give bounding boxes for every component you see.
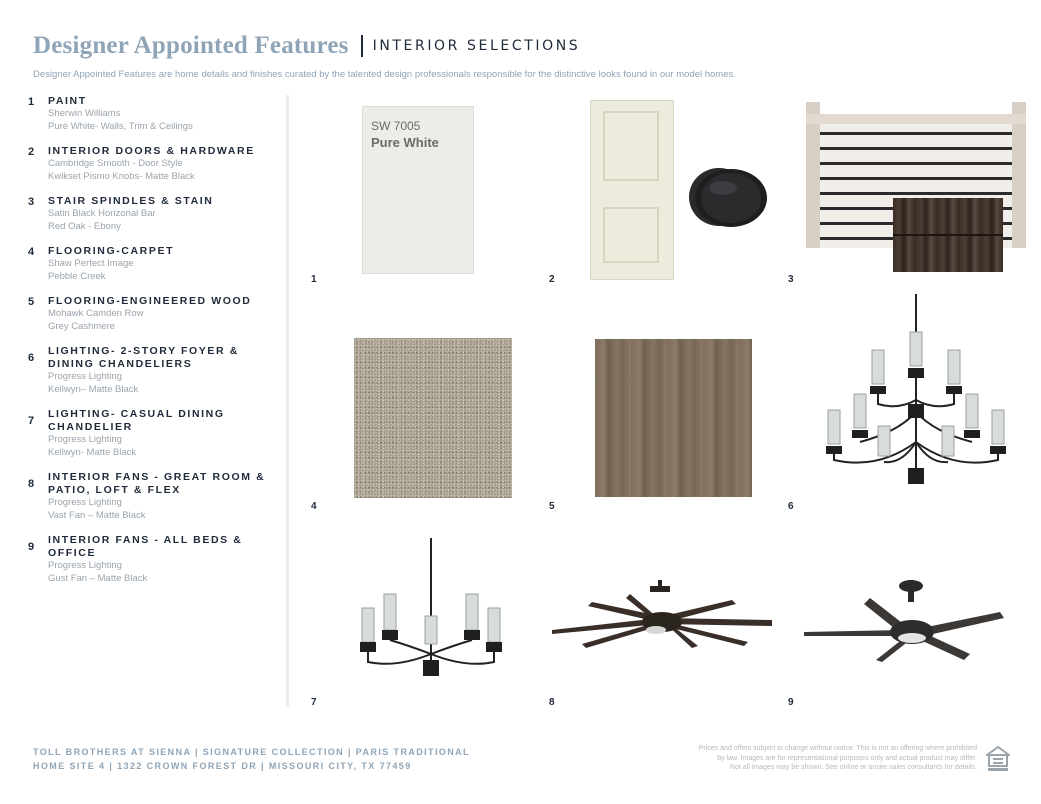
casual-chandelier-image bbox=[356, 536, 506, 680]
selection-number: 4 bbox=[28, 246, 35, 258]
equal-housing-icon bbox=[986, 746, 1010, 772]
selection-body bbox=[48, 534, 242, 585]
image-label-9: 9 bbox=[788, 697, 794, 708]
selection-detail: Vast Fan – Matte Black bbox=[48, 509, 146, 521]
selection-item bbox=[28, 534, 268, 585]
selection-detail: Grey Cashmere bbox=[48, 320, 116, 332]
section-title: INTERIOR SELECTIONS bbox=[372, 38, 581, 54]
selection-item bbox=[28, 245, 268, 283]
selection-body bbox=[48, 195, 214, 233]
paint-code: SW 7005 bbox=[371, 119, 421, 133]
footer-line-2: HOME SITE 4 | 1322 CROWN FOREST DR | MISSOURI CITY, TX 77459 bbox=[33, 761, 412, 771]
footer-line-1: TOLL BROTHERS AT SIENNA | SIGNATURE COLLECTION | PARIS TRADITIONAL bbox=[33, 747, 470, 757]
disclaimer-line-1: Prices and offers subject to change without notice. This is not an offering where prohibited bbox=[698, 745, 977, 752]
image-label-7: 7 bbox=[311, 697, 317, 708]
selection-body bbox=[48, 95, 193, 133]
page-title: Designer Appointed Features bbox=[33, 32, 349, 59]
wood-floor-sample bbox=[595, 339, 752, 497]
selection-item bbox=[28, 345, 268, 396]
image-label-1: 1 bbox=[311, 274, 317, 285]
selection-body bbox=[48, 295, 251, 333]
carpet-sample bbox=[354, 338, 512, 498]
selection-number: 9 bbox=[28, 541, 35, 553]
selection-item bbox=[28, 471, 268, 522]
image-label-3: 3 bbox=[788, 274, 794, 285]
selection-item bbox=[28, 95, 268, 133]
image-label-5: 5 bbox=[549, 501, 555, 512]
foyer-chandelier-image bbox=[818, 292, 1014, 488]
disclaimer-line-2: by law. Images are for representational purposes only and actual product may differ. bbox=[717, 754, 977, 762]
door-panel-top bbox=[603, 111, 659, 181]
image-label-4: 4 bbox=[311, 501, 317, 512]
selection-item bbox=[28, 295, 268, 333]
selection-detail: Progress Lighting bbox=[48, 560, 122, 571]
selection-number: 3 bbox=[28, 196, 35, 208]
selection-number: 8 bbox=[28, 478, 35, 490]
selection-number: 5 bbox=[28, 296, 35, 308]
selection-heading: PAINT bbox=[48, 95, 87, 107]
selection-heading: CHANDELIER bbox=[48, 421, 133, 433]
selection-body bbox=[48, 471, 265, 522]
divider bbox=[286, 95, 289, 707]
selection-detail: Progress Lighting bbox=[48, 434, 122, 445]
door-panel-bottom bbox=[603, 207, 659, 263]
gust-fan-image bbox=[804, 578, 1006, 662]
selection-detail: Gust Fan – Matte Black bbox=[48, 572, 148, 584]
selection-detail: Shaw Perfect Image bbox=[48, 258, 134, 269]
image-label-6: 6 bbox=[788, 501, 794, 512]
selection-heading: OFFICE bbox=[48, 547, 97, 559]
selection-detail: Cambridge Smooth - Door Style bbox=[48, 158, 183, 169]
vast-fan-image bbox=[552, 578, 774, 652]
selection-detail: Kwikset Pismo Knobs- Matte Black bbox=[48, 170, 195, 182]
selection-heading: INTERIOR DOORS & HARDWARE bbox=[48, 145, 255, 157]
selection-detail: Kellwyn– Matte Black bbox=[48, 383, 139, 395]
paint-name: Pure White bbox=[371, 135, 439, 150]
selection-detail: Progress Lighting bbox=[48, 497, 122, 508]
selection-number: 7 bbox=[28, 415, 35, 427]
selection-detail: Kellwyn- Matte Black bbox=[48, 446, 137, 458]
selection-item bbox=[28, 195, 268, 233]
page-header bbox=[33, 32, 1013, 80]
footer-community-info bbox=[33, 745, 470, 773]
selection-heading: PATIO, LOFT & FLEX bbox=[48, 484, 181, 496]
selection-detail: Pebble Creek bbox=[48, 270, 106, 282]
selection-detail: Pure White- Walls, Trim & Ceilings bbox=[48, 120, 193, 132]
selection-number: 1 bbox=[28, 96, 35, 108]
selection-item bbox=[28, 145, 268, 183]
selection-heading: DINING CHANDELIERS bbox=[48, 358, 193, 370]
selection-number: 2 bbox=[28, 146, 35, 158]
selection-body bbox=[48, 145, 255, 183]
image-label-8: 8 bbox=[549, 697, 555, 708]
footer-disclaimer bbox=[647, 744, 977, 773]
selection-heading: INTERIOR FANS - GREAT ROOM & bbox=[48, 471, 266, 483]
title-row bbox=[33, 32, 1013, 60]
selection-heading: STAIR SPINDLES & STAIN bbox=[48, 195, 214, 207]
selection-body bbox=[48, 345, 239, 396]
selection-list bbox=[28, 95, 268, 597]
selection-body bbox=[48, 408, 225, 459]
selection-detail: Red Oak - Ebony bbox=[48, 220, 121, 232]
selection-detail: Sherwin Williams bbox=[48, 108, 121, 119]
selection-heading: INTERIOR FANS - ALL BEDS & bbox=[48, 534, 243, 546]
door-image bbox=[590, 100, 674, 280]
selection-detail: Mohawk Camden Row bbox=[48, 308, 144, 319]
page-subtitle: Designer Appointed Features are home details and finishes curated by the talented design professionals responsible for the distinctive looks found in our model homes. bbox=[33, 69, 736, 80]
selection-body bbox=[48, 245, 174, 283]
selection-detail: Satin Black Horizonal Bar bbox=[48, 208, 156, 219]
selection-heading: LIGHTING- CASUAL DINING bbox=[48, 408, 225, 420]
selection-heading: LIGHTING- 2-STORY FOYER & bbox=[48, 345, 239, 357]
paint-swatch bbox=[362, 106, 474, 274]
knob-icon bbox=[687, 166, 769, 230]
image-label-2: 2 bbox=[549, 274, 555, 285]
selection-item bbox=[28, 408, 268, 459]
selection-number: 6 bbox=[28, 352, 35, 364]
title-separator bbox=[361, 35, 363, 57]
selection-detail: Progress Lighting bbox=[48, 371, 122, 382]
disclaimer-line-3: Not all images may be shown. See online or onsite sales consultants for details. bbox=[729, 764, 977, 771]
selection-heading: FLOORING-CARPET bbox=[48, 245, 175, 257]
selection-heading: FLOORING-ENGINEERED WOOD bbox=[48, 295, 252, 307]
ebony-stain-sample bbox=[893, 198, 1003, 272]
